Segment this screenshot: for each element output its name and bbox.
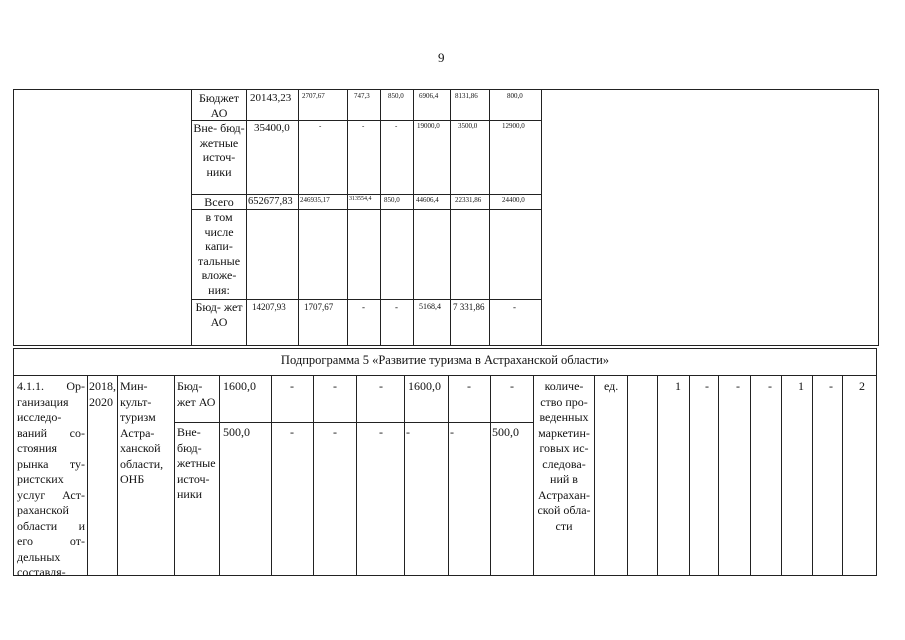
target-value: - [768,379,772,393]
indicator: количе- ство про- веденных маркетин- говых ис- следова- ний в Астрахан- ской обла- сти [537,379,591,533]
value-cell: - [450,425,454,439]
value-cell: - [395,122,398,130]
value-cell: 246935,17 [300,196,330,204]
value-cell: - [379,425,383,439]
total-cell: 35400,0 [254,122,290,134]
value-cell: - [333,425,337,439]
funding-table-top [13,89,879,346]
activity-description: 4.1.1. Ор- ганизация исследо- ваний со- стояния рынка ту- ристских услуг Аст- раханской области и его от- дельных составля- [17,379,85,579]
years: 2018, 2020 [89,379,116,409]
value-cell: - [513,302,516,312]
value-cell: - [319,122,322,130]
source-total: Всего [204,195,234,209]
total-cell: 500,0 [223,425,250,439]
total-cell: 1600,0 [223,379,256,393]
subprogram-table [13,348,877,579]
value-cell: - [362,122,365,130]
value-cell: 5168,4 [419,302,441,311]
value-cell: - [290,379,294,393]
value-cell: 1707,67 [304,302,334,312]
value-cell: - [362,302,365,312]
total-cell: 14207,93 [252,302,286,312]
value-cell: 3500,0 [458,122,478,130]
value-cell: - [510,379,514,393]
source-budget-ao: Бюд- жет АО [195,300,243,329]
value-cell: 2707,67 [302,92,325,100]
value-cell: - [467,379,471,393]
value-cell: 850,0 [384,196,400,204]
value-cell: 44606,4 [416,196,439,204]
executor: Мин- культ- туризм Астра- ханской области, ОНБ [120,379,164,486]
value-cell: 6906,4 [419,92,439,100]
target-value: - [705,379,709,393]
target-value: - [736,379,740,393]
value-cell: 1600,0 [408,379,441,393]
total-cell: 652677,83 [248,196,293,207]
subprogram-title: Подпрограмма 5 «Развитие туризма в Астраханской области» [14,349,876,376]
target-value: - [829,379,833,393]
target-value: 2 [859,379,865,393]
unit: ед. [604,379,619,393]
target-value: 1 [798,379,804,393]
source-capital-investment: в том числе капи- тальные вложе- ния: [197,210,241,297]
source-budget-ao: Бюджет АО [198,91,240,120]
value-cell: 19000,0 [417,122,440,130]
value-cell: - [379,379,383,393]
page-number: 9 [438,50,445,65]
source-budget-ao: Бюд- жет АО [177,379,216,409]
value-cell: 313554,4 [349,196,372,202]
value-cell: 800,0 [507,92,523,100]
total-cell: 20143,23 [250,92,292,104]
value-cell: 747,3 [354,92,370,100]
source-offbudget: Вне- бюд- жетные источ- ники [193,121,245,179]
value-cell: - [333,379,337,393]
value-cell: - [406,425,410,439]
value-cell: 8131,86 [455,92,478,100]
source-offbudget: Вне- бюд- жетные источ- ники [177,425,216,501]
value-cell: 12900,0 [502,122,525,130]
value-cell: - [290,425,294,439]
target-value: 1 [675,379,681,393]
value-cell: - [395,302,398,312]
value-cell: 22331,86 [455,196,482,204]
value-cell: 500,0 [492,425,519,439]
value-cell: 24400,0 [502,196,525,204]
value-cell: 850,0 [388,92,404,100]
value-cell: 7 331,86 [453,302,485,312]
